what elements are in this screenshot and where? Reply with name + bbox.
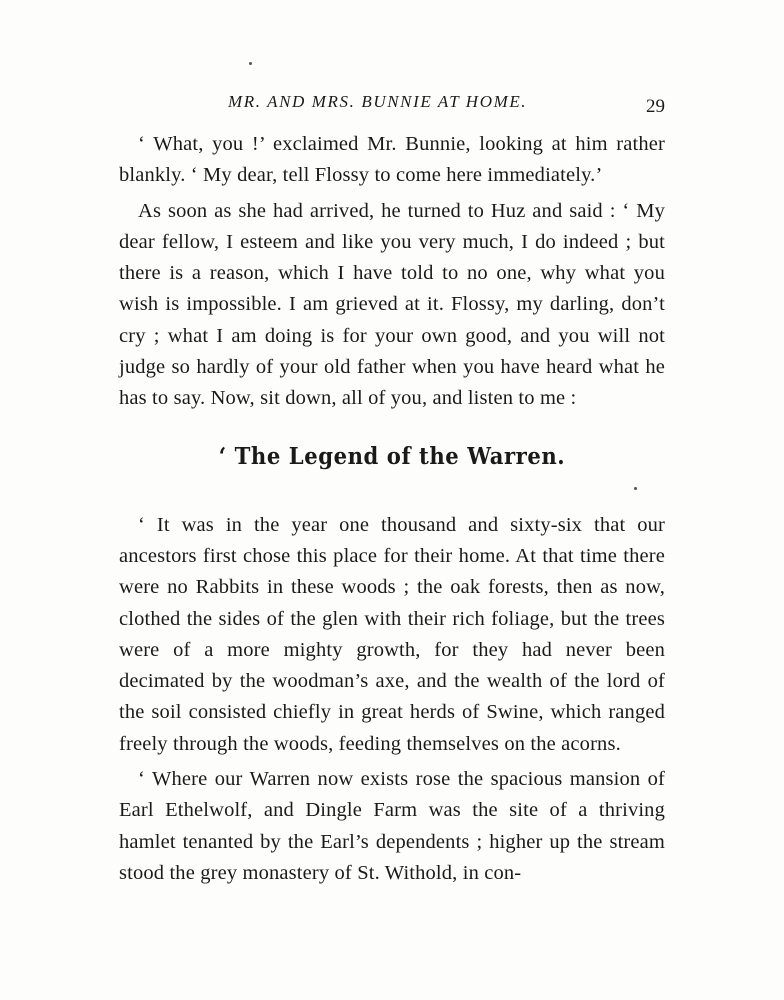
paragraph: ‘ What, you !’ exclaimed Mr. Bunnie, looking at him rather blankly. ‘ My dear, tell Flossy to come here immediately.’ (119, 133, 665, 187)
running-title: MR. AND MRS. BUNNIE AT HOME. (228, 92, 528, 111)
section-heading: ‘ The Legend of the Warren. (218, 442, 566, 470)
paper-speck (249, 62, 252, 65)
paragraph: As soon as she had arrived, he turned to Huz and said : ‘ My dear fellow, I esteem and like you very much, I do indeed ; but there is a reason, which I have told to no one, why what you wish is impossible. I am grieved at it. Flossy, my darling, don’t cry ; what I am doing is for your own good, and you will not judge so hardly of your old father when you have heard what he has to say. Now, sit down, all of you, and listen to me : (119, 199, 665, 410)
paragraph: ‘ It was in the year one thousand and sixty-six that our ancestors first chose this place for their home. At that time there were no Rabbits in these woods ; the oak forests, then as now, clothed the sides of the glen with their rich foliage, but the trees were of a more mighty growth, for they had never been decimated by the woodman’s axe, and the wealth of the lord of the soil consisted chiefly in great herds of Swine, which ranged freely through the woods, feeding themselves on the acorns. (119, 513, 665, 755)
paragraph: ‘ Where our Warren now exists rose the spacious mansion of Earl Ethelwolf, and Dingle Farm was the site of a thriving hamlet tenanted by the Earl’s dependents ; higher up the stream stood the grey monastery of St. Withold, in con- (119, 768, 665, 884)
running-head (0, 92, 784, 122)
body-text (119, 129, 665, 889)
page-number: 29 (646, 96, 665, 117)
